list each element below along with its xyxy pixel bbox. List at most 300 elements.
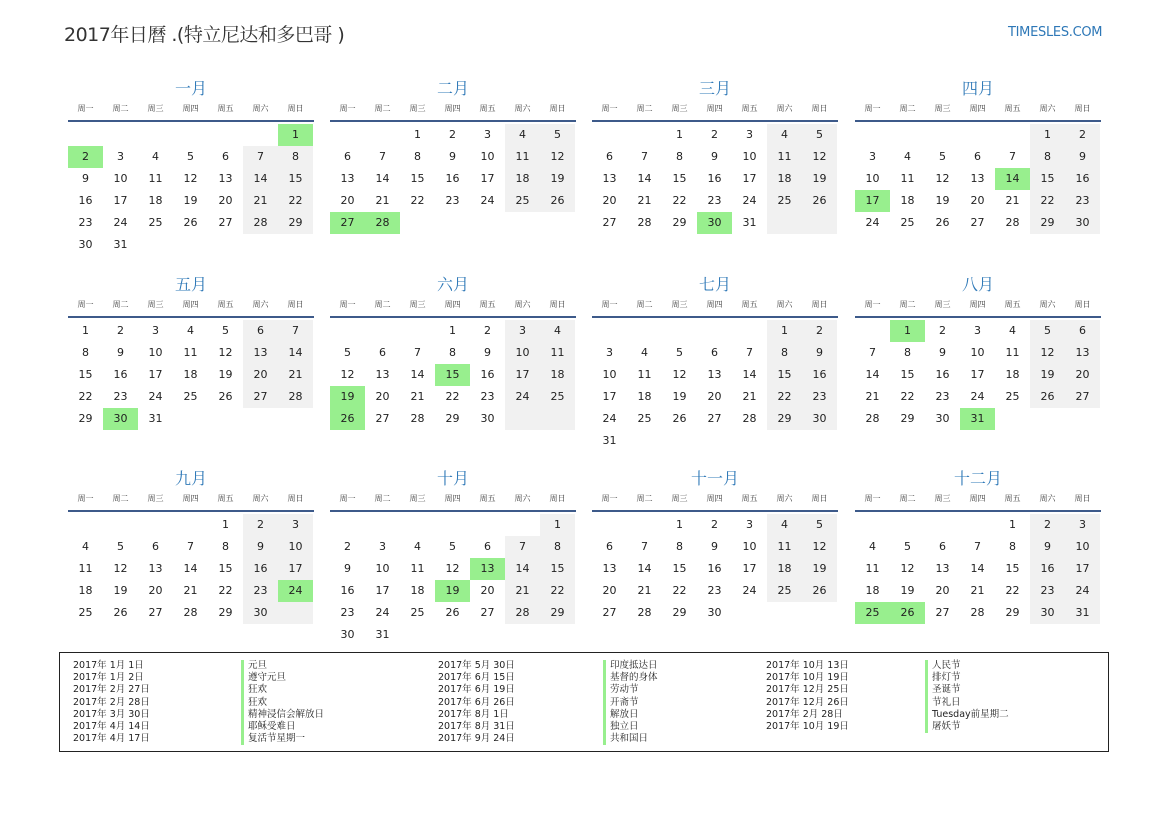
- calendar-day[interactable]: 15: [767, 364, 802, 386]
- calendar-day[interactable]: 18: [540, 364, 575, 386]
- calendar-day[interactable]: 22: [900, 390, 915, 403]
- calendar-day[interactable]: 18: [900, 194, 915, 207]
- calendar-day[interactable]: 8: [82, 346, 89, 359]
- calendar-day[interactable]: 5: [802, 514, 837, 536]
- calendar-day[interactable]: 9: [82, 172, 89, 185]
- calendar-day[interactable]: 5: [222, 324, 229, 337]
- calendar-day[interactable]: 10: [1065, 536, 1100, 558]
- calendar-day[interactable]: 24: [148, 390, 163, 403]
- calendar-day[interactable]: 31: [375, 628, 390, 641]
- calendar-day[interactable]: 3: [606, 346, 613, 359]
- calendar-day[interactable]: 26: [540, 190, 575, 212]
- calendar-day[interactable]: 22: [278, 190, 313, 212]
- calendar-day[interactable]: 22: [410, 194, 425, 207]
- calendar-day[interactable]: 21: [183, 584, 198, 597]
- calendar-day[interactable]: 12: [1030, 342, 1065, 364]
- calendar-day[interactable]: 9: [449, 150, 456, 163]
- calendar-day[interactable]: 21: [637, 584, 652, 597]
- calendar-day[interactable]: 12: [900, 562, 915, 575]
- calendar-day[interactable]: 26: [672, 412, 687, 425]
- calendar-day[interactable]: 3: [974, 324, 981, 337]
- calendar-day[interactable]: 24: [480, 194, 495, 207]
- calendar-day[interactable]: 13: [340, 172, 355, 185]
- calendar-day[interactable]: 28: [410, 412, 425, 425]
- calendar-day[interactable]: 13: [218, 172, 233, 185]
- calendar-day[interactable]: 28: [1005, 216, 1020, 229]
- site-brand-link[interactable]: TIMESLES.COM: [1008, 25, 1103, 40]
- calendar-day[interactable]: 10: [742, 150, 757, 163]
- calendar-day[interactable]: 31: [148, 412, 163, 425]
- calendar-day[interactable]: 5: [117, 540, 124, 553]
- calendar-day[interactable]: 21: [742, 390, 757, 403]
- calendar-day[interactable]: 14: [375, 172, 390, 185]
- calendar-day[interactable]: 20: [375, 390, 390, 403]
- calendar-day[interactable]: 29: [78, 412, 93, 425]
- calendar-day[interactable]: 16: [935, 368, 950, 381]
- calendar-day[interactable]: 17: [278, 558, 313, 580]
- calendar-day[interactable]: 9: [344, 562, 351, 575]
- calendar-day[interactable]: 3: [746, 518, 753, 531]
- calendar-day[interactable]: 15: [672, 562, 687, 575]
- calendar-day[interactable]: 7: [278, 320, 313, 342]
- calendar-day[interactable]: 21: [1005, 194, 1020, 207]
- calendar-day[interactable]: 21: [278, 364, 313, 386]
- calendar-day[interactable]: 11: [1005, 346, 1020, 359]
- calendar-day[interactable]: 25: [148, 216, 163, 229]
- calendar-day[interactable]: 5: [939, 150, 946, 163]
- calendar-day[interactable]: 29: [1005, 606, 1020, 619]
- calendar-day[interactable]: 29: [1030, 212, 1065, 234]
- calendar-day[interactable]: 11: [540, 342, 575, 364]
- calendar-day[interactable]: 20: [218, 194, 233, 207]
- calendar-day[interactable]: 19: [935, 194, 950, 207]
- calendar-day[interactable]: 6: [484, 540, 491, 553]
- calendar-day[interactable]: 15: [1005, 562, 1020, 575]
- calendar-day[interactable]: 11: [767, 146, 802, 168]
- calendar-day[interactable]: 27: [707, 412, 722, 425]
- calendar-day[interactable]: 17: [113, 194, 128, 207]
- calendar-day[interactable]: 28: [742, 412, 757, 425]
- calendar-day[interactable]: 2: [711, 518, 718, 531]
- calendar-day[interactable]: 25: [410, 606, 425, 619]
- calendar-day[interactable]: 4: [1009, 324, 1016, 337]
- calendar-day[interactable]: 16: [1065, 168, 1100, 190]
- calendar-day[interactable]: 7: [414, 346, 421, 359]
- calendar-day[interactable]: 5: [187, 150, 194, 163]
- calendar-day[interactable]: 31: [113, 238, 128, 251]
- calendar-day[interactable]: 27: [602, 606, 617, 619]
- calendar-day[interactable]: 15: [218, 562, 233, 575]
- calendar-day[interactable]: 28: [183, 606, 198, 619]
- calendar-day[interactable]: 23: [802, 386, 837, 408]
- calendar-day[interactable]: 25: [1005, 390, 1020, 403]
- calendar-day[interactable]: 16: [78, 194, 93, 207]
- calendar-day[interactable]: 2: [711, 128, 718, 141]
- calendar-day[interactable]: 20: [340, 194, 355, 207]
- calendar-day[interactable]: 27: [480, 606, 495, 619]
- calendar-day[interactable]: 8: [904, 346, 911, 359]
- calendar-day[interactable]: 30: [340, 628, 355, 641]
- calendar-day[interactable]: 20: [1065, 364, 1100, 386]
- calendar-day[interactable]: 31: [1065, 602, 1100, 624]
- calendar-day[interactable]: 18: [183, 368, 198, 381]
- calendar-day[interactable]: 30: [243, 602, 278, 624]
- calendar-day[interactable]: 22: [672, 194, 687, 207]
- calendar-day[interactable]: 22: [540, 580, 575, 602]
- calendar-day[interactable]: 1: [676, 518, 683, 531]
- calendar-day[interactable]: 6: [152, 540, 159, 553]
- calendar-day[interactable]: 13: [243, 342, 278, 364]
- calendar-day[interactable]: 22: [767, 386, 802, 408]
- calendar-day[interactable]: 6: [606, 150, 613, 163]
- calendar-day[interactable]: 1: [676, 128, 683, 141]
- calendar-day[interactable]: 27: [375, 412, 390, 425]
- calendar-day[interactable]: 16: [802, 364, 837, 386]
- calendar-day[interactable]: 26: [935, 216, 950, 229]
- calendar-day[interactable]: 17: [742, 562, 757, 575]
- calendar-day[interactable]: 5: [344, 346, 351, 359]
- calendar-day[interactable]: 26: [218, 390, 233, 403]
- calendar-day[interactable]: 14: [637, 172, 652, 185]
- calendar-day[interactable]: 24: [865, 216, 880, 229]
- calendar-day[interactable]: 30: [707, 606, 722, 619]
- holiday-day[interactable]: 19: [330, 386, 365, 408]
- calendar-day[interactable]: 6: [243, 320, 278, 342]
- calendar-day[interactable]: 17: [505, 364, 540, 386]
- calendar-day[interactable]: 3: [505, 320, 540, 342]
- calendar-day[interactable]: 25: [505, 190, 540, 212]
- calendar-day[interactable]: 23: [480, 390, 495, 403]
- calendar-day[interactable]: 1: [1009, 518, 1016, 531]
- calendar-day[interactable]: 21: [243, 190, 278, 212]
- calendar-day[interactable]: 11: [183, 346, 198, 359]
- calendar-day[interactable]: 13: [1065, 342, 1100, 364]
- calendar-day[interactable]: 23: [78, 216, 93, 229]
- calendar-day[interactable]: 17: [742, 172, 757, 185]
- calendar-day[interactable]: 15: [672, 172, 687, 185]
- calendar-day[interactable]: 30: [78, 238, 93, 251]
- calendar-day[interactable]: 29: [540, 602, 575, 624]
- calendar-day[interactable]: 25: [78, 606, 93, 619]
- calendar-day[interactable]: 11: [865, 562, 880, 575]
- calendar-day[interactable]: 22: [78, 390, 93, 403]
- calendar-day[interactable]: 26: [802, 190, 837, 212]
- calendar-day[interactable]: 1: [540, 514, 575, 536]
- holiday-day[interactable]: 24: [278, 580, 313, 602]
- holiday-day[interactable]: 26: [330, 408, 365, 430]
- calendar-day[interactable]: 23: [113, 390, 128, 403]
- calendar-day[interactable]: 9: [802, 342, 837, 364]
- calendar-day[interactable]: 24: [742, 194, 757, 207]
- calendar-day[interactable]: 8: [222, 540, 229, 553]
- calendar-day[interactable]: 18: [1005, 368, 1020, 381]
- calendar-day[interactable]: 7: [187, 540, 194, 553]
- calendar-day[interactable]: 15: [1030, 168, 1065, 190]
- calendar-day[interactable]: 20: [707, 390, 722, 403]
- calendar-day[interactable]: 10: [375, 562, 390, 575]
- holiday-day[interactable]: 31: [960, 408, 995, 430]
- calendar-day[interactable]: 2: [117, 324, 124, 337]
- calendar-day[interactable]: 29: [900, 412, 915, 425]
- calendar-day[interactable]: 7: [974, 540, 981, 553]
- calendar-day[interactable]: 4: [540, 320, 575, 342]
- calendar-day[interactable]: 14: [410, 368, 425, 381]
- calendar-day[interactable]: 19: [900, 584, 915, 597]
- calendar-day[interactable]: 28: [505, 602, 540, 624]
- calendar-day[interactable]: 6: [939, 540, 946, 553]
- calendar-day[interactable]: 7: [243, 146, 278, 168]
- calendar-day[interactable]: 7: [505, 536, 540, 558]
- calendar-day[interactable]: 10: [865, 172, 880, 185]
- calendar-day[interactable]: 17: [1065, 558, 1100, 580]
- calendar-day[interactable]: 10: [602, 368, 617, 381]
- calendar-day[interactable]: 3: [484, 128, 491, 141]
- holiday-day[interactable]: 15: [435, 364, 470, 386]
- calendar-day[interactable]: 7: [641, 540, 648, 553]
- calendar-day[interactable]: 26: [183, 216, 198, 229]
- calendar-day[interactable]: 3: [278, 514, 313, 536]
- calendar-day[interactable]: 20: [602, 584, 617, 597]
- calendar-day[interactable]: 16: [243, 558, 278, 580]
- calendar-day[interactable]: 8: [414, 150, 421, 163]
- calendar-day[interactable]: 5: [904, 540, 911, 553]
- calendar-day[interactable]: 1: [767, 320, 802, 342]
- calendar-day[interactable]: 22: [1005, 584, 1020, 597]
- calendar-day[interactable]: 11: [410, 562, 425, 575]
- calendar-day[interactable]: 18: [148, 194, 163, 207]
- calendar-day[interactable]: 22: [672, 584, 687, 597]
- holiday-day[interactable]: 14: [995, 168, 1030, 190]
- calendar-day[interactable]: 25: [183, 390, 198, 403]
- calendar-day[interactable]: 24: [113, 216, 128, 229]
- holiday-day[interactable]: 30: [103, 408, 138, 430]
- calendar-day[interactable]: 10: [742, 540, 757, 553]
- calendar-day[interactable]: 16: [1030, 558, 1065, 580]
- calendar-day[interactable]: 3: [152, 324, 159, 337]
- calendar-day[interactable]: 13: [970, 172, 985, 185]
- calendar-day[interactable]: 18: [410, 584, 425, 597]
- calendar-day[interactable]: 27: [1065, 386, 1100, 408]
- calendar-day[interactable]: 12: [183, 172, 198, 185]
- calendar-day[interactable]: 7: [869, 346, 876, 359]
- calendar-day[interactable]: 25: [900, 216, 915, 229]
- calendar-day[interactable]: 3: [869, 150, 876, 163]
- calendar-day[interactable]: 7: [1009, 150, 1016, 163]
- calendar-day[interactable]: 2: [243, 514, 278, 536]
- calendar-day[interactable]: 10: [970, 346, 985, 359]
- holiday-day[interactable]: 17: [855, 190, 890, 212]
- calendar-day[interactable]: 31: [602, 434, 617, 447]
- calendar-day[interactable]: 14: [637, 562, 652, 575]
- calendar-day[interactable]: 1: [222, 518, 229, 531]
- calendar-day[interactable]: 14: [278, 342, 313, 364]
- calendar-day[interactable]: 21: [970, 584, 985, 597]
- holiday-day[interactable]: 30: [697, 212, 732, 234]
- calendar-day[interactable]: 3: [1065, 514, 1100, 536]
- calendar-day[interactable]: 4: [414, 540, 421, 553]
- calendar-day[interactable]: 24: [742, 584, 757, 597]
- calendar-day[interactable]: 27: [218, 216, 233, 229]
- calendar-day[interactable]: 23: [707, 194, 722, 207]
- calendar-day[interactable]: 17: [375, 584, 390, 597]
- calendar-day[interactable]: 27: [935, 606, 950, 619]
- holiday-day[interactable]: 13: [470, 558, 505, 580]
- calendar-day[interactable]: 9: [939, 346, 946, 359]
- calendar-day[interactable]: 23: [935, 390, 950, 403]
- calendar-day[interactable]: 19: [802, 168, 837, 190]
- calendar-day[interactable]: 8: [767, 342, 802, 364]
- calendar-day[interactable]: 24: [970, 390, 985, 403]
- calendar-day[interactable]: 19: [1030, 364, 1065, 386]
- calendar-day[interactable]: 12: [218, 346, 233, 359]
- calendar-day[interactable]: 16: [707, 172, 722, 185]
- calendar-day[interactable]: 8: [449, 346, 456, 359]
- calendar-day[interactable]: 16: [445, 172, 460, 185]
- calendar-day[interactable]: 13: [375, 368, 390, 381]
- calendar-day[interactable]: 18: [505, 168, 540, 190]
- calendar-day[interactable]: 1: [449, 324, 456, 337]
- calendar-day[interactable]: 18: [637, 390, 652, 403]
- calendar-day[interactable]: 5: [540, 124, 575, 146]
- calendar-day[interactable]: 14: [742, 368, 757, 381]
- calendar-day[interactable]: 16: [340, 584, 355, 597]
- calendar-day[interactable]: 6: [711, 346, 718, 359]
- calendar-day[interactable]: 10: [148, 346, 163, 359]
- calendar-day[interactable]: 30: [1030, 602, 1065, 624]
- calendar-day[interactable]: 9: [1030, 536, 1065, 558]
- calendar-day[interactable]: 16: [707, 562, 722, 575]
- calendar-day[interactable]: 24: [602, 412, 617, 425]
- calendar-day[interactable]: 13: [602, 172, 617, 185]
- calendar-day[interactable]: 4: [152, 150, 159, 163]
- calendar-day[interactable]: 3: [117, 150, 124, 163]
- calendar-day[interactable]: 29: [278, 212, 313, 234]
- calendar-day[interactable]: 21: [865, 390, 880, 403]
- calendar-day[interactable]: 20: [602, 194, 617, 207]
- calendar-day[interactable]: 11: [505, 146, 540, 168]
- calendar-day[interactable]: 26: [113, 606, 128, 619]
- calendar-day[interactable]: 4: [869, 540, 876, 553]
- calendar-day[interactable]: 12: [802, 146, 837, 168]
- calendar-day[interactable]: 17: [602, 390, 617, 403]
- calendar-day[interactable]: 3: [379, 540, 386, 553]
- calendar-day[interactable]: 2: [484, 324, 491, 337]
- calendar-day[interactable]: 5: [449, 540, 456, 553]
- calendar-day[interactable]: 4: [904, 150, 911, 163]
- calendar-day[interactable]: 28: [637, 606, 652, 619]
- calendar-day[interactable]: 5: [676, 346, 683, 359]
- calendar-day[interactable]: 11: [148, 172, 163, 185]
- calendar-day[interactable]: 8: [1009, 540, 1016, 553]
- calendar-day[interactable]: 16: [480, 368, 495, 381]
- calendar-day[interactable]: 23: [1065, 190, 1100, 212]
- calendar-day[interactable]: 12: [672, 368, 687, 381]
- calendar-day[interactable]: 31: [742, 216, 757, 229]
- calendar-day[interactable]: 28: [637, 216, 652, 229]
- calendar-day[interactable]: 12: [935, 172, 950, 185]
- calendar-day[interactable]: 15: [410, 172, 425, 185]
- calendar-day[interactable]: 11: [78, 562, 93, 575]
- calendar-day[interactable]: 21: [410, 390, 425, 403]
- calendar-day[interactable]: 23: [1030, 580, 1065, 602]
- calendar-day[interactable]: 4: [505, 124, 540, 146]
- calendar-day[interactable]: 11: [767, 536, 802, 558]
- calendar-day[interactable]: 23: [243, 580, 278, 602]
- calendar-day[interactable]: 27: [243, 386, 278, 408]
- calendar-day[interactable]: 18: [767, 168, 802, 190]
- calendar-day[interactable]: 30: [1065, 212, 1100, 234]
- calendar-day[interactable]: 10: [278, 536, 313, 558]
- calendar-day[interactable]: 26: [1030, 386, 1065, 408]
- calendar-day[interactable]: 28: [865, 412, 880, 425]
- calendar-day[interactable]: 4: [641, 346, 648, 359]
- calendar-day[interactable]: 29: [672, 216, 687, 229]
- calendar-day[interactable]: 14: [183, 562, 198, 575]
- calendar-day[interactable]: 25: [637, 412, 652, 425]
- calendar-day[interactable]: 4: [82, 540, 89, 553]
- calendar-day[interactable]: 29: [445, 412, 460, 425]
- calendar-day[interactable]: 1: [82, 324, 89, 337]
- calendar-day[interactable]: 19: [540, 168, 575, 190]
- calendar-day[interactable]: 10: [480, 150, 495, 163]
- calendar-day[interactable]: 2: [344, 540, 351, 553]
- calendar-day[interactable]: 8: [676, 540, 683, 553]
- calendar-day[interactable]: 8: [676, 150, 683, 163]
- calendar-day[interactable]: 14: [243, 168, 278, 190]
- calendar-day[interactable]: 18: [78, 584, 93, 597]
- calendar-day[interactable]: 9: [711, 150, 718, 163]
- holiday-day[interactable]: 27: [330, 212, 365, 234]
- calendar-day[interactable]: 23: [707, 584, 722, 597]
- calendar-day[interactable]: 2: [1065, 124, 1100, 146]
- calendar-day[interactable]: 24: [375, 606, 390, 619]
- calendar-day[interactable]: 13: [602, 562, 617, 575]
- calendar-day[interactable]: 19: [802, 558, 837, 580]
- calendar-day[interactable]: 6: [222, 150, 229, 163]
- calendar-day[interactable]: 2: [802, 320, 837, 342]
- calendar-day[interactable]: 8: [1030, 146, 1065, 168]
- calendar-day[interactable]: 19: [218, 368, 233, 381]
- holiday-day[interactable]: 1: [890, 320, 925, 342]
- calendar-day[interactable]: 22: [1030, 190, 1065, 212]
- calendar-day[interactable]: 6: [1065, 320, 1100, 342]
- calendar-day[interactable]: 7: [746, 346, 753, 359]
- calendar-day[interactable]: 15: [278, 168, 313, 190]
- calendar-day[interactable]: 30: [935, 412, 950, 425]
- calendar-day[interactable]: 10: [505, 342, 540, 364]
- calendar-day[interactable]: 1: [1030, 124, 1065, 146]
- calendar-day[interactable]: 12: [113, 562, 128, 575]
- calendar-day[interactable]: 13: [707, 368, 722, 381]
- calendar-day[interactable]: 29: [218, 606, 233, 619]
- calendar-day[interactable]: 9: [484, 346, 491, 359]
- holiday-day[interactable]: 25: [855, 602, 890, 624]
- calendar-day[interactable]: 9: [243, 536, 278, 558]
- calendar-day[interactable]: 29: [672, 606, 687, 619]
- calendar-day[interactable]: 25: [540, 386, 575, 408]
- calendar-day[interactable]: 25: [767, 190, 802, 212]
- calendar-day[interactable]: 1: [414, 128, 421, 141]
- calendar-day[interactable]: 29: [767, 408, 802, 430]
- calendar-day[interactable]: 4: [767, 514, 802, 536]
- calendar-day[interactable]: 24: [505, 386, 540, 408]
- calendar-day[interactable]: 28: [970, 606, 985, 619]
- calendar-day[interactable]: 6: [344, 150, 351, 163]
- calendar-day[interactable]: 7: [379, 150, 386, 163]
- calendar-day[interactable]: 19: [183, 194, 198, 207]
- calendar-day[interactable]: 18: [767, 558, 802, 580]
- calendar-day[interactable]: 14: [505, 558, 540, 580]
